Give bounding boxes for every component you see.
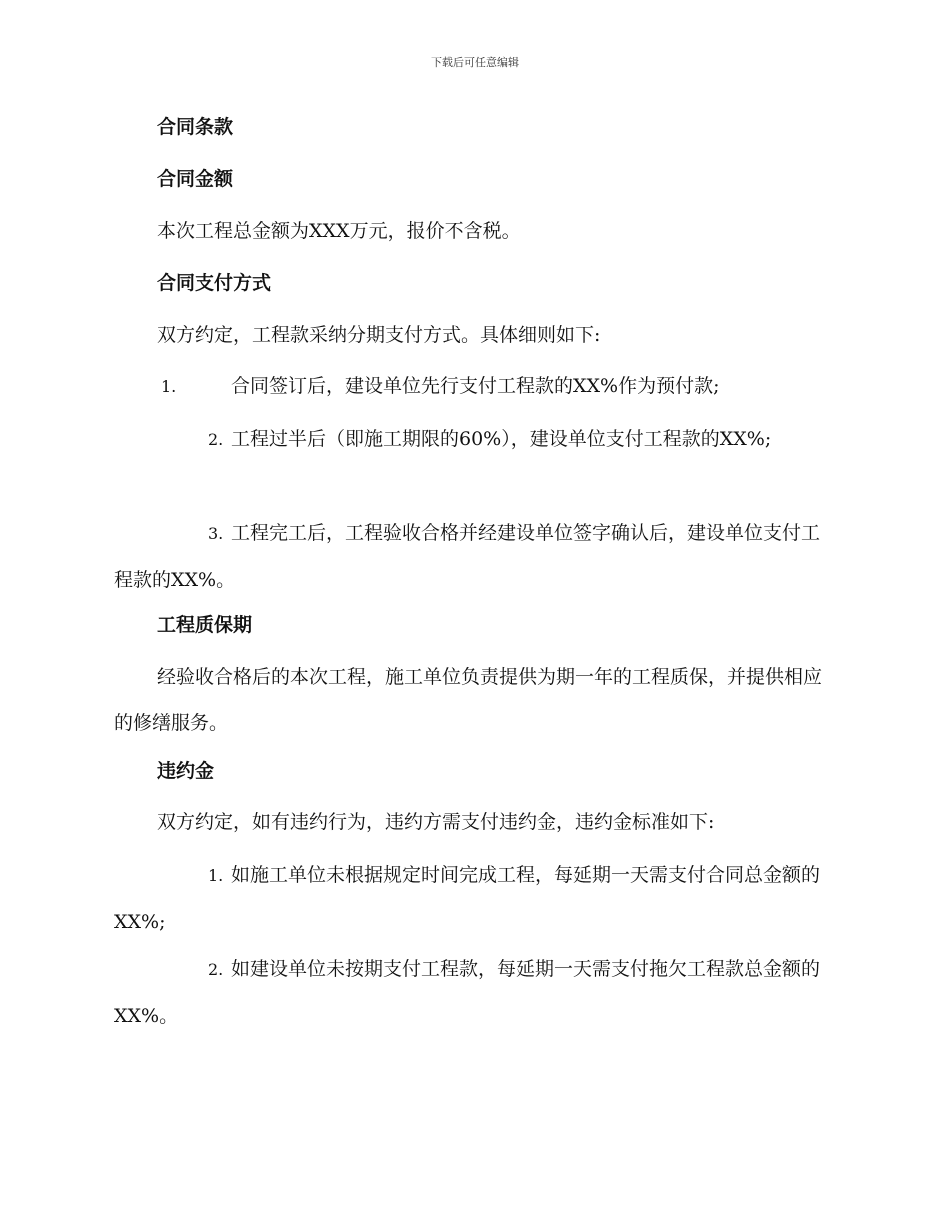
paragraph-amount: 本次工程总金额为XXX万元，报价不含税。 [157,220,521,242]
paragraph-payment-intro: 双方约定，工程款采纳分期支付方式。具体细则如下: [157,324,601,346]
payment-item [114,371,832,402]
item-number: 3. [208,524,224,543]
penalty-item [114,946,832,1039]
penalty-item [114,852,832,945]
heading-penalty: 违约金 [157,760,215,782]
item-text: 合同签订后，建设单位先行支付工程款的XX%作为预付款; [231,375,720,397]
heading-contract-terms: 合同条款 [157,116,234,138]
payment-item [114,510,832,603]
heading-warranty: 工程质保期 [157,614,253,636]
item-number: 1. [208,866,224,885]
item-text: 工程完工后，工程验收合格并经建设单位签字确认后，建设单位支付工程款的XX%。 [114,522,821,591]
item-number: 1. [161,377,177,396]
heading-contract-amount: 合同金额 [157,168,234,190]
payment-item [114,416,832,463]
item-text: 如建设单位未按期支付工程款，每延期一天需支付拖欠工程款总金额的XX%。 [114,958,821,1027]
item-number: 2. [208,430,224,449]
page-header: 下载后可任意编辑 [431,56,519,69]
paragraph-penalty-intro: 双方约定，如有违约行为，违约方需支付违约金，违约金标准如下: [157,811,715,833]
paragraph-warranty: 经验收合格后的本次工程，施工单位负责提供为期一年的工程质保，并提供相应的修缮服务。 [114,666,823,734]
item-number: 2. [208,960,224,979]
item-text: 如施工单位未根据规定时间完成工程，每延期一天需支付合同总金额的XX%; [114,864,821,933]
heading-payment-method: 合同支付方式 [157,272,272,294]
item-text: 工程过半后（即施工期限的60%），建设单位支付工程款的XX%; [231,428,772,450]
